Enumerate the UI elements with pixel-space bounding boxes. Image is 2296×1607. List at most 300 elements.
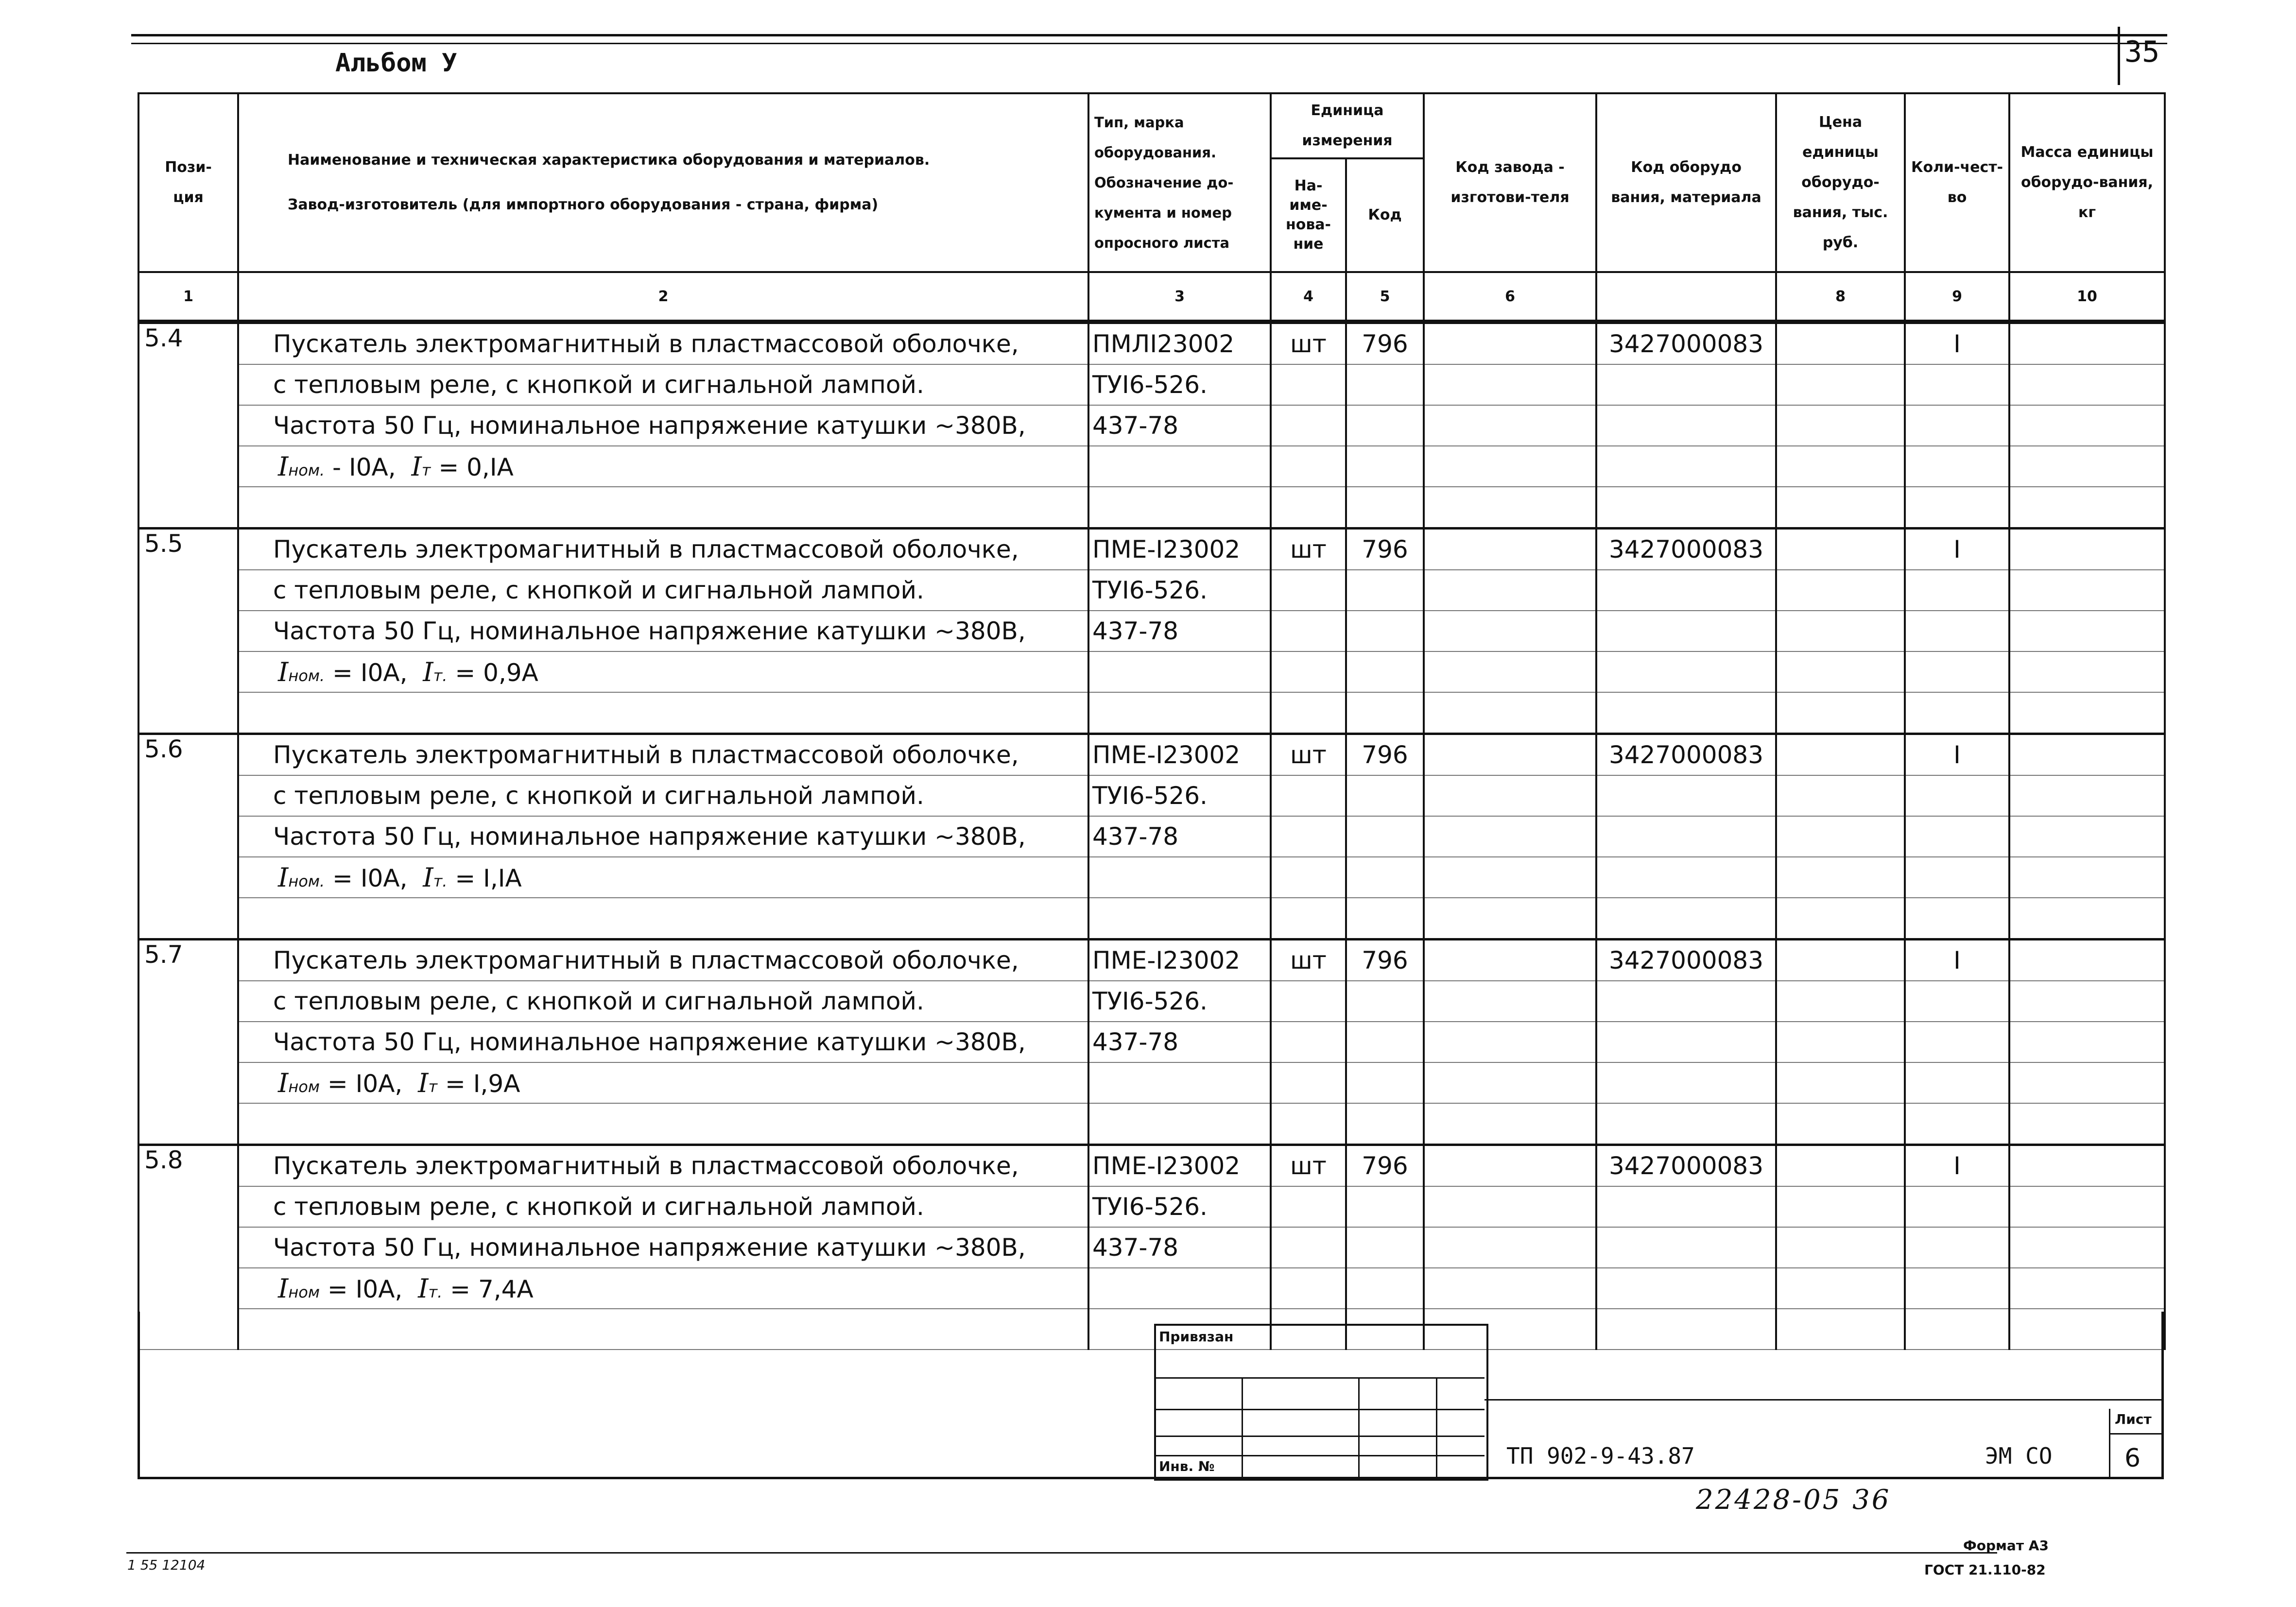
item-price [1776,1062,1905,1103]
spacer [402,1070,418,1098]
item-mass [2009,611,2165,651]
item-unit-code [1346,1103,1424,1145]
item-currents [238,651,1088,692]
item-type: ПМЛI23002 [1088,323,1271,365]
item-description [238,692,1088,734]
table-row [138,611,2165,651]
item-description: с тепловым реле, с кнопкой и сигнальной лампой. [238,981,1088,1022]
item-quantity: I [1905,734,2009,776]
item-type: ТУI6-526. [1088,775,1271,816]
current-nominal-symbol: I [278,862,289,893]
spacer [402,1275,418,1303]
item-unit [1271,487,1346,529]
items-table [138,322,2166,1350]
item-currents [238,857,1088,898]
item-equipment-code [1596,898,1776,940]
item-price [1776,981,1905,1022]
item-equipment-code [1596,364,1776,405]
item-unit [1271,898,1346,940]
item-equipment-code [1596,1103,1776,1145]
item-quantity: I [1905,323,2009,365]
current-thermal-value: I,9А [473,1069,520,1098]
item-description: Пускатель электромагнитный в пластмассовой оболочке, [238,1145,1088,1187]
item-unit-code [1346,364,1424,405]
item-mass [2009,692,2165,734]
item-unit: шт [1271,940,1346,981]
item-price [1776,611,1905,651]
item-quantity [1905,364,2009,405]
position-cell: 5.8 [138,1145,238,1350]
table-row [138,857,2165,898]
item-equipment-code: 3427000083 [1596,323,1776,365]
item-unit-code [1346,1268,1424,1309]
item-quantity [1905,775,2009,816]
table-row [138,692,2165,734]
item-equipment-code [1596,1062,1776,1103]
item-mass [2009,816,2165,857]
sheet-number: 6 [2124,1444,2141,1473]
item-type: ПМЕ-I23002 [1088,1145,1271,1187]
item-description: Частота 50 Гц, номинальное напряжение катушки ~380В, [238,611,1088,651]
spacer [408,864,423,892]
position-cell: 5.6 [138,734,238,940]
current-nominal-subscript: ном. [288,666,325,685]
item-maker-code [1424,364,1596,405]
current-nominal-symbol: I [278,1067,289,1098]
item-type [1088,651,1271,692]
item-maker-code [1424,940,1596,981]
item-unit-code [1346,487,1424,529]
item-maker-code [1424,446,1596,487]
item-unit-code [1346,981,1424,1022]
table-row [138,775,2165,816]
header-quantity: Коли-чест-во [1905,93,2009,272]
column-number: 4 [1271,272,1346,321]
separator: = [319,1275,356,1303]
spacer [408,659,423,687]
table-row [138,529,2165,570]
item-type: 437-78 [1088,1022,1271,1062]
item-equipment-code [1596,1227,1776,1268]
current-thermal-symbol: I [418,1273,429,1304]
column-number: 2 [238,272,1088,321]
format-label: Формат А3 [1963,1538,2049,1554]
item-description: Частота 50 Гц, номинальное напряжение катушки ~380В, [238,405,1088,446]
item-equipment-code: 3427000083 [1596,940,1776,981]
item-quantity [1905,1186,2009,1227]
item-quantity [1905,1309,2009,1350]
item-type: ТУI6-526. [1088,981,1271,1022]
item-type: ПМЕ-I23002 [1088,529,1271,570]
item-maker-code [1424,775,1596,816]
item-unit-code [1346,1227,1424,1268]
item-unit [1271,1227,1346,1268]
item-type [1088,857,1271,898]
item-type: ТУI6-526. [1088,364,1271,405]
item-description: с тепловым реле, с кнопкой и сигнальной лампой. [238,1186,1088,1227]
item-mass [2009,487,2165,529]
table-row [138,1145,2165,1187]
item-equipment-code [1596,1309,1776,1350]
current-thermal-value: I,IА [483,864,522,892]
item-mass [2009,940,2165,981]
item-unit [1271,405,1346,446]
item-unit [1271,1022,1346,1062]
table-row [138,816,2165,857]
item-quantity: I [1905,529,2009,570]
album-title: Альбом У [335,49,457,78]
item-maker-code [1424,898,1596,940]
separator: = [325,864,361,892]
item-quantity [1905,487,2009,529]
separator: = [431,453,467,481]
item-mass [2009,775,2165,816]
header-position: Пози- ция [138,93,238,272]
item-mass [2009,323,2165,365]
item-unit-code: 796 [1346,1145,1424,1187]
current-thermal-value: 0,9А [483,658,538,687]
header-mass: Масса единицы оборудо-вания, кг [2009,93,2165,272]
table-row [138,651,2165,692]
item-quantity [1905,651,2009,692]
separator: = [437,1069,473,1098]
item-type [1088,898,1271,940]
item-type: ТУI6-526. [1088,1186,1271,1227]
column-number: 3 [1088,272,1271,321]
item-quantity [1905,1022,2009,1062]
item-equipment-code: 3427000083 [1596,734,1776,776]
item-unit-code [1346,775,1424,816]
item-unit [1271,364,1346,405]
item-unit [1271,651,1346,692]
item-type: 437-78 [1088,816,1271,857]
item-maker-code [1424,1186,1596,1227]
item-type: 437-78 [1088,405,1271,446]
item-unit-code [1346,651,1424,692]
item-type [1088,1062,1271,1103]
item-maker-code [1424,570,1596,611]
item-type: ТУI6-526. [1088,570,1271,611]
item-maker-code [1424,981,1596,1022]
item-unit-code [1346,1062,1424,1103]
item-mass [2009,1186,2165,1227]
item-quantity [1905,446,2009,487]
header-name [238,93,1088,272]
item-mass [2009,734,2165,776]
column-number: 5 [1346,272,1424,321]
item-mass [2009,651,2165,692]
section-code: ЭМ СО [1985,1443,2053,1469]
inv-label: Инв. № [1159,1458,1215,1474]
item-mass [2009,1145,2165,1187]
item-price [1776,446,1905,487]
item-price [1776,1227,1905,1268]
item-price [1776,364,1905,405]
item-mass [2009,446,2165,487]
item-type [1088,1103,1271,1145]
item-unit [1271,692,1346,734]
item-unit [1271,1268,1346,1309]
item-unit: шт [1271,323,1346,365]
item-unit [1271,1103,1346,1145]
item-maker-code [1424,611,1596,651]
item-price [1776,570,1905,611]
current-nominal-value: I0А, [355,1069,403,1098]
column-numbers-row [138,272,2165,321]
item-unit-code: 796 [1346,940,1424,981]
table-row [138,487,2165,529]
item-maker-code [1424,487,1596,529]
item-maker-code [1424,323,1596,365]
item-unit: шт [1271,734,1346,776]
current-thermal-symbol: I [423,656,433,687]
current-nominal-value: I0А, [355,1275,403,1303]
position-cell: 5.7 [138,940,238,1145]
table-row [138,1022,2165,1062]
item-unit-code [1346,816,1424,857]
current-thermal-subscript: т [428,1077,438,1096]
item-price [1776,1268,1905,1309]
item-quantity [1905,1227,2009,1268]
item-price [1776,1145,1905,1187]
header-name-line1: Наименование и техническая характеристика оборудования и материалов. [288,152,930,169]
item-equipment-code [1596,487,1776,529]
item-quantity: I [1905,940,2009,981]
item-price [1776,1022,1905,1062]
header-maker-code: Код завода - изготови-теля [1424,93,1596,272]
item-unit-code: 796 [1346,529,1424,570]
current-thermal-value: 0,IА [466,453,514,481]
header-price: Цена единицы оборудо-вания, тыс. руб. [1776,93,1905,272]
item-maker-code [1424,405,1596,446]
item-mass [2009,1103,2165,1145]
item-maker-code [1424,692,1596,734]
item-unit: шт [1271,1145,1346,1187]
item-quantity [1905,898,2009,940]
item-unit-code [1346,692,1424,734]
item-mass [2009,857,2165,898]
specification-table [138,92,2164,1312]
item-unit-code: 796 [1346,323,1424,365]
item-mass [2009,1022,2165,1062]
table-row [138,898,2165,940]
item-equipment-code [1596,405,1776,446]
item-mass [2009,364,2165,405]
item-unit: шт [1271,529,1346,570]
item-quantity: I [1905,1145,2009,1187]
column-number: 1 [138,272,238,321]
item-equipment-code: 3427000083 [1596,1145,1776,1187]
position-cell: 5.5 [138,529,238,734]
current-nominal-subscript: ном. [288,872,325,890]
current-nominal-value: I0А, [349,453,396,481]
item-mass [2009,1268,2165,1309]
item-equipment-code [1596,981,1776,1022]
item-type: 437-78 [1088,1227,1271,1268]
item-unit [1271,1062,1346,1103]
item-unit [1271,775,1346,816]
item-maker-code [1424,1022,1596,1062]
item-quantity [1905,611,2009,651]
table-row [138,446,2165,487]
item-equipment-code [1596,446,1776,487]
separator: - [325,453,349,481]
item-price [1776,405,1905,446]
item-equipment-code [1596,1022,1776,1062]
item-equipment-code [1596,1268,1776,1309]
position-cell: 5.4 [138,323,238,529]
page-number: 35 [2124,35,2160,69]
item-price [1776,898,1905,940]
current-nominal-symbol: I [278,1273,289,1304]
item-price [1776,1186,1905,1227]
current-thermal-symbol: I [411,451,422,482]
header-equipment-code: Код оборудо вания, материала [1596,93,1776,272]
current-nominal-value: I0А, [360,658,408,687]
item-quantity [1905,570,2009,611]
item-type: ПМЕ-I23002 [1088,940,1271,981]
item-maker-code [1424,1227,1596,1268]
current-thermal-subscript: т. [433,666,448,685]
item-unit [1271,446,1346,487]
item-price [1776,692,1905,734]
item-unit-code [1346,446,1424,487]
table-row [138,570,2165,611]
item-type [1088,692,1271,734]
item-equipment-code [1596,611,1776,651]
item-maker-code [1424,1145,1596,1187]
item-description [238,898,1088,940]
item-unit-code [1346,1186,1424,1227]
separator: = [442,1275,478,1303]
bound-stamp [1154,1324,1488,1481]
spacer [396,453,412,481]
current-thermal-value: 7,4А [478,1275,534,1303]
item-equipment-code [1596,651,1776,692]
item-type [1088,1268,1271,1309]
item-price [1776,775,1905,816]
current-nominal-symbol: I [278,656,289,687]
item-price [1776,940,1905,981]
table-row [138,1227,2165,1268]
table-row [138,1186,2165,1227]
item-maker-code [1424,651,1596,692]
item-equipment-code [1596,570,1776,611]
item-equipment-code [1596,816,1776,857]
item-quantity [1905,405,2009,446]
separator: = [325,658,361,687]
item-mass [2009,1062,2165,1103]
item-equipment-code [1596,1186,1776,1227]
item-equipment-code [1596,775,1776,816]
current-thermal-symbol: I [418,1067,429,1098]
table-row [138,1062,2165,1103]
column-number [1596,272,1776,321]
current-nominal-value: I0А, [360,864,408,892]
table-row [138,734,2165,776]
item-maker-code [1424,857,1596,898]
item-unit [1271,611,1346,651]
item-description: Частота 50 Гц, номинальное напряжение катушки ~380В, [238,816,1088,857]
item-quantity [1905,1103,2009,1145]
table-row [138,323,2165,365]
current-thermal-subscript: т. [428,1282,443,1301]
item-price [1776,529,1905,570]
item-price [1776,857,1905,898]
item-description: с тепловым реле, с кнопкой и сигнальной лампой. [238,775,1088,816]
item-maker-code [1424,816,1596,857]
item-maker-code [1424,529,1596,570]
item-description [238,1309,1088,1350]
item-price [1776,1103,1905,1145]
column-number: 9 [1905,272,2009,321]
item-maker-code [1424,1103,1596,1145]
item-currents [238,1268,1088,1309]
item-description: Пускатель электромагнитный в пластмассовой оболочке, [238,323,1088,365]
item-price [1776,323,1905,365]
item-quantity [1905,1062,2009,1103]
item-unit-code [1346,1022,1424,1062]
item-mass [2009,1227,2165,1268]
item-description [238,1103,1088,1145]
table-row [138,940,2165,981]
current-thermal-subscript: т [421,461,431,479]
item-currents [238,1062,1088,1103]
current-nominal-symbol: I [278,451,289,482]
item-price [1776,1309,1905,1350]
gost-label: ГОСТ 21.110-82 [1924,1562,2046,1578]
item-price [1776,487,1905,529]
item-quantity [1905,857,2009,898]
item-unit-code [1346,898,1424,940]
item-equipment-code [1596,857,1776,898]
item-maker-code [1424,734,1596,776]
item-description: Пускатель электромагнитный в пластмассовой оболочке, [238,529,1088,570]
table-row [138,405,2165,446]
item-quantity [1905,816,2009,857]
item-unit [1271,857,1346,898]
item-equipment-code [1596,692,1776,734]
separator: = [319,1069,356,1098]
item-quantity [1905,692,2009,734]
item-maker-code [1424,1268,1596,1309]
item-unit-code [1346,405,1424,446]
current-thermal-subscript: т. [433,872,448,890]
header-unit-group: Единица измерения [1271,93,1424,158]
item-description: с тепловым реле, с кнопкой и сигнальной лампой. [238,364,1088,405]
current-thermal-symbol: I [423,862,433,893]
table-row [138,1103,2165,1145]
column-number: 8 [1776,272,1905,321]
item-unit-code [1346,570,1424,611]
item-mass [2009,898,2165,940]
current-nominal-subscript: ном. [288,461,325,479]
item-equipment-code: 3427000083 [1596,529,1776,570]
item-currents [238,446,1088,487]
item-quantity [1905,981,2009,1022]
current-nominal-subscript: ном [288,1282,320,1301]
column-number: 10 [2009,272,2165,321]
table-row [138,364,2165,405]
item-unit [1271,981,1346,1022]
item-type [1088,446,1271,487]
item-price [1776,651,1905,692]
item-unit-code: 796 [1346,734,1424,776]
item-description: с тепловым реле, с кнопкой и сигнальной лампой. [238,570,1088,611]
item-description: Пускатель электромагнитный в пластмассовой оболочке, [238,940,1088,981]
header-type: Тип, марка оборудования. Обозначение до-кумента и номер опросного листа [1088,93,1271,272]
current-nominal-subscript: ном [288,1077,320,1096]
